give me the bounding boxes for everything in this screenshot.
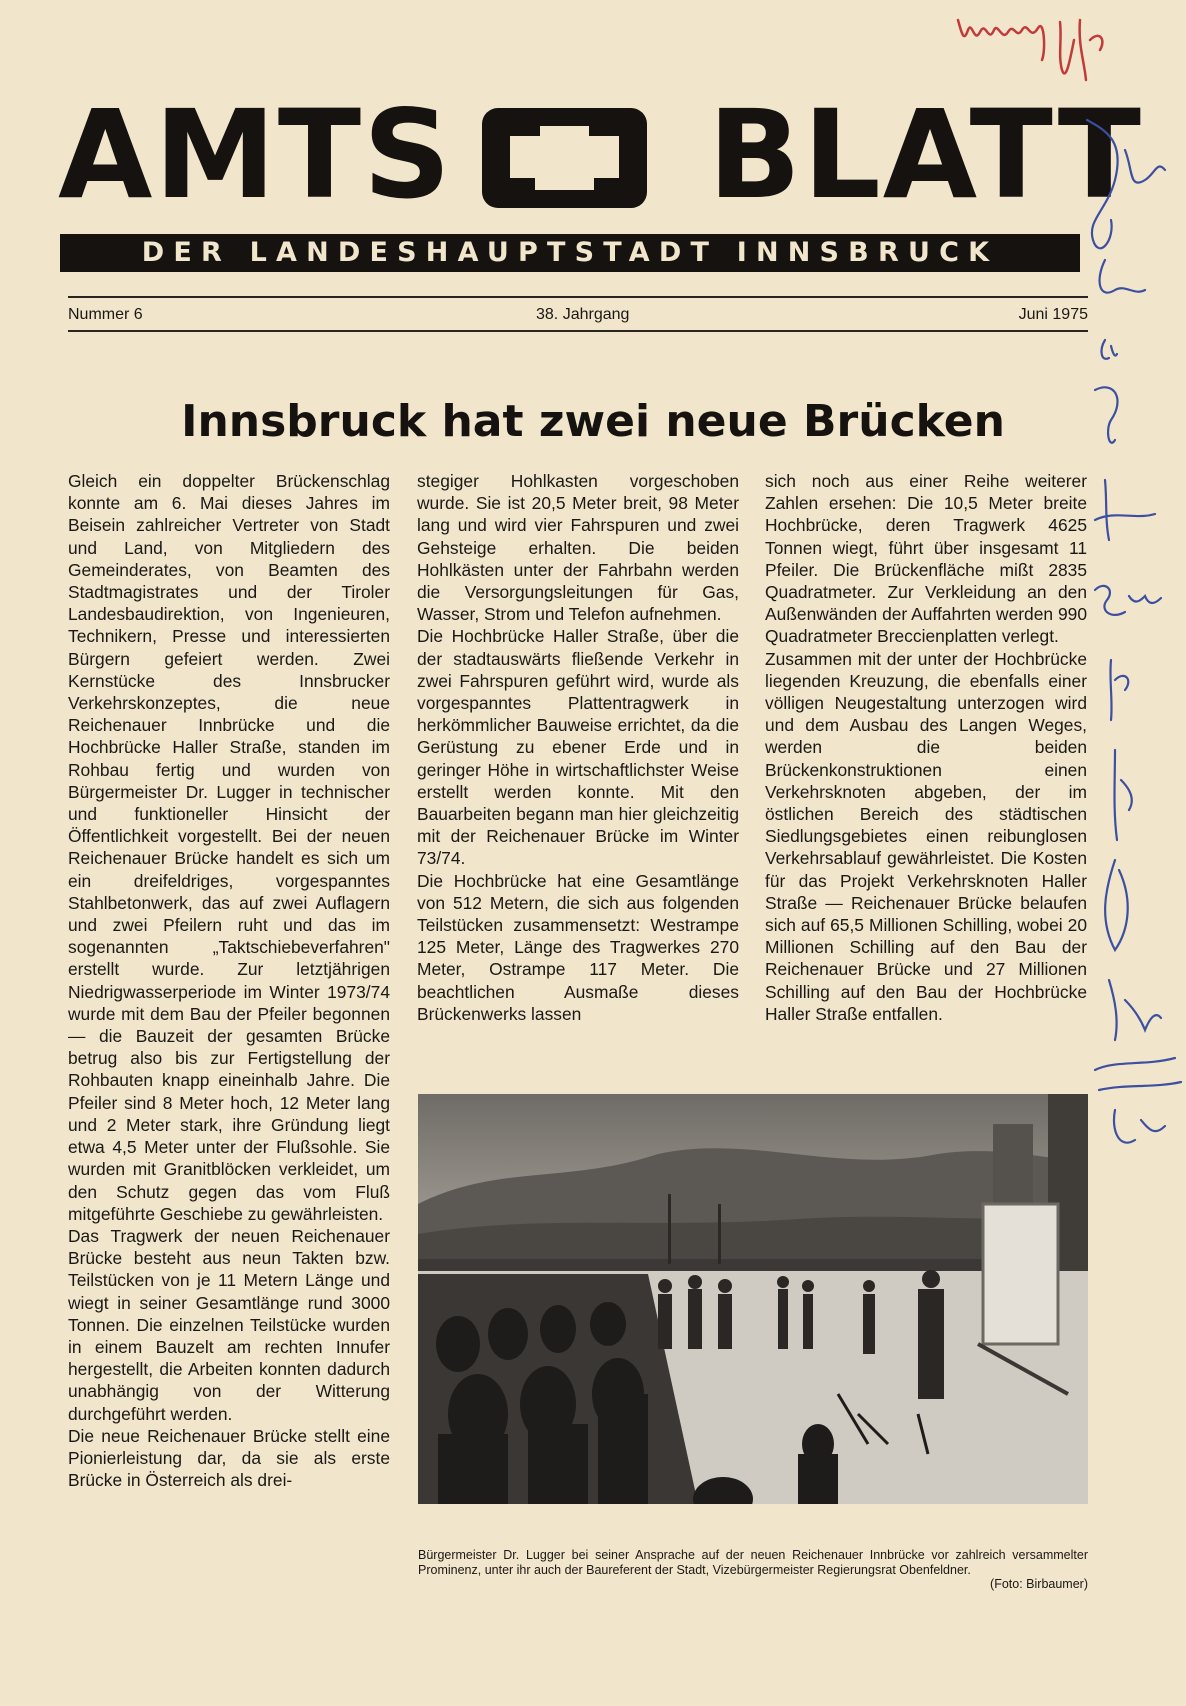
- article-photo: [418, 1094, 1088, 1504]
- issue-bottom-rule: [68, 330, 1088, 332]
- article-paragraph: Gleich ein doppelter Brückenschlag konnte am 6. Mai dieses Jahres im Beisein zahlreicher Vertreter von Stadt und Land, von Mitgliedern des Gemeinderates, von Beamten des Stadtmagistrates und der Tiroler Landesbaudirektion, von Ingenieuren, Technikern, Presse und interessierten Bürgern gefeiert werden. Zwei Kernstücke des Innsbrucker Verkehrskonzeptes, die neue Reichenauer Innbrücke und die Hochbrücke Haller Straße, standen im Rohbau fertig und wurden von Bürgermeister Dr. Lugger in technischer und funktioneller Hinsicht der Öffentlichkeit vorgestellt. Bei der neuen Reichenauer Brücke handelt es sich um ein dreifeldriges, vorgespanntes Stahlbetonwerk, das auf zwei Auflagern und zwei Pfeilern ruht und das im sogenannten „Taktschiebeverfahren" erstellt wurde. Zur letztjährigen Niedrigwasserperiode im Winter 1973/74 wurde mit dem Bau der Pfeiler begonnen — die Bauzeit der gesamten Brücke betrug also bis zur Fertigstellung der Rohbauten knapp eineinhalb Jahre. Die Pfeiler sind 8 Meter hoch, 12 Meter lang und 2 Meter stark, ihre Gründung liegt etwa 4,5 Meter unter der Flußsohle. Sie wurden mit Granitblöcken verkleidet, um den Schutz gegen das vom Fluß mitgeführte Geschiebe zu gewährleisten.: [68, 471, 390, 1224]
- city-crest-icon: [482, 108, 647, 208]
- photo-caption: [418, 1548, 1088, 1592]
- article-paragraph: Die Hochbrücke Haller Straße, über die der stadtauswärts fließende Verkehr in zwei Fahrspuren geführt wird, wurde als vorgespanntes Plattentragwerk in herkömmlicher Bauweise errichtet, da die Gerüstung zu ebener Erde und in geringer Höhe in wirtschaftlichster Weise erstellt werden konnte. Mit den Bauarbeiten begann man hier gleichzeitig mit der Reichenauer Brücke im Winter 73/74.: [417, 626, 739, 869]
- article-paragraph: stegiger Hohlkasten vorgeschoben wurde. Sie ist 20,5 Meter breit, 98 Meter lang und wird vier Fahrspuren und zwei Gehsteige erhalten. Die beiden Hohlkästen unter der Fahrbahn werden die Versorgungsleitungen für Gas, Wasser, Strom und Telefon aufnehmen.: [417, 471, 739, 625]
- issue-date: Juni 1975: [1018, 306, 1088, 323]
- article-paragraph: sich noch aus einer Reihe weiterer Zahlen ersehen: Die 10,5 Meter breite Hochbrücke, deren Tragwerk 4625 Tonnen wiegt, führt über insgesamt 11 Pfeiler. Die Brückenfläche mißt 2835 Quadratmeter. Zur Verkleidung an den Außenwänden der Auffahrten werden 990 Quadratmeter Breccienplatten verlegt.: [765, 471, 1087, 647]
- article-column-3: [765, 470, 1087, 1025]
- article-column-2: [417, 470, 739, 1025]
- masthead-amts: AMTS: [58, 84, 453, 226]
- masthead: [58, 84, 1143, 226]
- masthead-blatt: BLATT: [708, 84, 1143, 226]
- photo-credit: (Foto: Birbaumer): [990, 1577, 1088, 1591]
- bridge-ceremony-photo: [418, 1094, 1088, 1504]
- article-column-1: [68, 470, 390, 1491]
- masthead-subtitle: DER LANDESHAUPTSTADT INNSBRUCK: [60, 234, 1080, 272]
- photo-caption-text: Bürgermeister Dr. Lugger bei seiner Ansprache auf der neuen Reichenauer Innbrücke vor zahlreich versammelter Prominenz, unter ihr auch der Baureferent der Stadt, Vizebürgermeister Regierungsrat Obenfeldner.: [418, 1548, 1088, 1577]
- issue-number: Nummer 6: [68, 306, 143, 323]
- issue-top-rule: [68, 296, 1088, 298]
- blue-handwriting-annotation: [1085, 100, 1186, 1160]
- article-paragraph: Die neue Reichenauer Brücke stellt eine Pionierleistung dar, da sie als erste Brücke in Österreich als drei-: [68, 1425, 390, 1491]
- article-paragraph: Zusammen mit der unter der Hochbrücke liegenden Kreuzung, die ebenfalls einer völligen Neugestaltung unterzogen wird und dem Ausbau des Langen Weges, werden die beiden Brückenkonstruktionen einen Verkehrsknoten abgeben, der im östlichen Bereich des städtischen Siedlungsgebietes einen reibunglosen Verkehrsablauf gewährleistet. Die Kosten für das Projekt Verkehrsknoten Haller Straße — Reichenauer Brücke belaufen sich auf 65,5 Millionen Schilling, wobei 20 Millionen Schilling auf den Bau der Reichenauer Brücke und 27 Millionen Schilling auf den Bau der Hochbrücke Haller Straße entfallen.: [765, 648, 1087, 1024]
- issue-info-row: [68, 302, 1088, 328]
- article-paragraph: Die Hochbrücke hat eine Gesamtlänge von 512 Metern, die sich aus folgenden Teilstücken zusammensetzt: Westrampe 125 Meter, Länge des Tragwerkes 270 Meter, Ostrampe 117 Meter. Die beachtlichen Ausmaße dieses Brückenwerks lassen: [417, 870, 739, 1024]
- article-headline: Innsbruck hat zwei neue Brücken: [181, 396, 1005, 447]
- article-paragraph: Das Tragwerk der neuen Reichenauer Brücke besteht aus neun Takten bzw. Teilstücken von je 11 Metern Länge und wiegt in seiner Gesamtlänge rund 3000 Tonnen. Die einzelnen Teilstücke wurden in einem Bauzelt am rechten Innufer hergestellt, die Arbeiten konnten dadurch unabhängig von der Witterung durchgeführt werden.: [68, 1225, 390, 1424]
- issue-volume: 38. Jahrgang: [536, 306, 630, 323]
